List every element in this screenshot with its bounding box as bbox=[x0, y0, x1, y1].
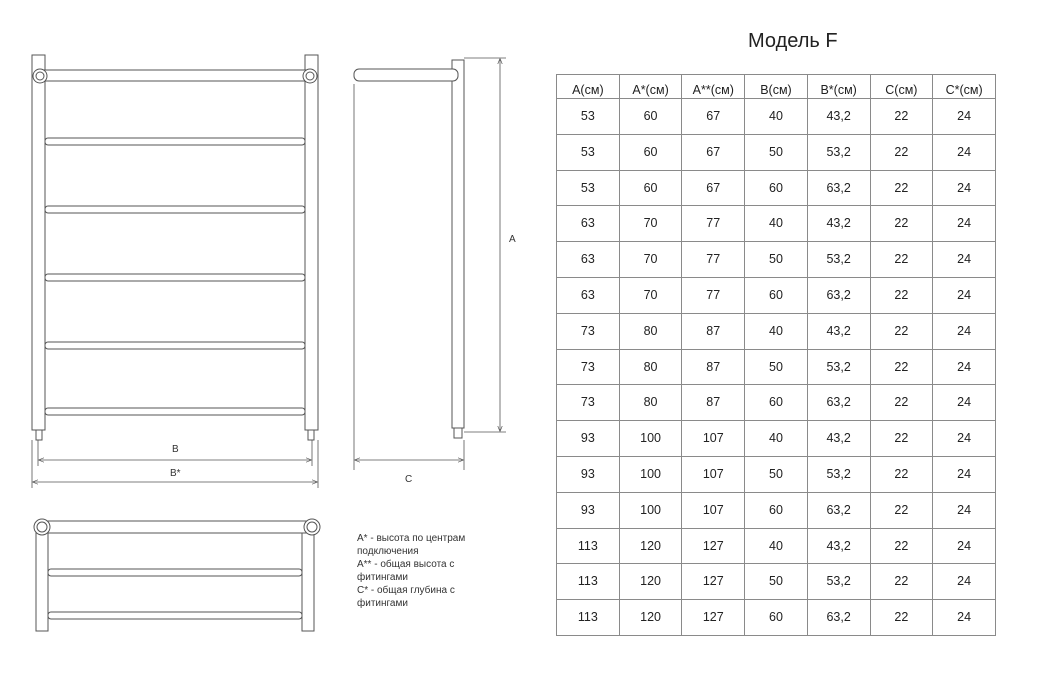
side-upright bbox=[452, 60, 464, 428]
table-cell: 60 bbox=[745, 600, 808, 636]
table-cell: 77 bbox=[682, 277, 745, 313]
table-cell: 53 bbox=[557, 99, 620, 135]
table-cell: 53,2 bbox=[807, 564, 870, 600]
column-header: B*(см) bbox=[807, 75, 870, 99]
table-cell: 22 bbox=[870, 277, 933, 313]
table-row bbox=[557, 600, 996, 636]
table-cell: 127 bbox=[682, 528, 745, 564]
table-cell: 70 bbox=[619, 206, 682, 242]
top-view-rung bbox=[48, 569, 302, 576]
table-cell: 73 bbox=[557, 385, 620, 421]
table-cell: 53,2 bbox=[807, 242, 870, 278]
left-upright bbox=[32, 55, 45, 430]
table-cell: 87 bbox=[682, 313, 745, 349]
top-view bbox=[34, 519, 320, 631]
table-cell: 22 bbox=[870, 170, 933, 206]
table-cell: 50 bbox=[745, 349, 808, 385]
table-cell: 24 bbox=[933, 528, 996, 564]
table-cell: 67 bbox=[682, 99, 745, 135]
table-cell: 60 bbox=[619, 170, 682, 206]
table-cell: 63,2 bbox=[807, 385, 870, 421]
table-cell: 93 bbox=[557, 456, 620, 492]
table-cell: 53,2 bbox=[807, 456, 870, 492]
rung bbox=[45, 408, 305, 415]
table-cell: 40 bbox=[745, 421, 808, 457]
table-cell: 127 bbox=[682, 600, 745, 636]
table-cell: 67 bbox=[682, 134, 745, 170]
table-cell: 24 bbox=[933, 421, 996, 457]
table-row bbox=[557, 242, 996, 278]
table-cell: 60 bbox=[745, 277, 808, 313]
table-cell: 24 bbox=[933, 385, 996, 421]
table-row bbox=[557, 206, 996, 242]
table-cell: 113 bbox=[557, 600, 620, 636]
note-a-star: A* - высота по центрам подключения bbox=[357, 533, 466, 557]
table-cell: 40 bbox=[745, 206, 808, 242]
column-header: C*(см) bbox=[933, 75, 996, 99]
table-cell: 22 bbox=[870, 564, 933, 600]
table-cell: 80 bbox=[619, 349, 682, 385]
table-cell: 73 bbox=[557, 349, 620, 385]
dimension-a bbox=[464, 58, 506, 432]
dimensions-table bbox=[556, 74, 996, 636]
table-cell: 50 bbox=[745, 564, 808, 600]
table-cell: 22 bbox=[870, 385, 933, 421]
table-cell: 22 bbox=[870, 600, 933, 636]
model-title: Модель F bbox=[748, 30, 838, 52]
column-header: C(см) bbox=[870, 75, 933, 99]
table-row bbox=[557, 134, 996, 170]
right-fitting bbox=[308, 430, 314, 440]
top-view-left-cap-inner bbox=[37, 522, 47, 532]
table-cell: 93 bbox=[557, 492, 620, 528]
table-cell: 53,2 bbox=[807, 349, 870, 385]
table-row bbox=[557, 313, 996, 349]
dimension-c-label: C bbox=[405, 474, 413, 485]
table-row bbox=[557, 492, 996, 528]
top-view-left-upright bbox=[36, 527, 48, 631]
table-cell: 43,2 bbox=[807, 99, 870, 135]
table-cell: 87 bbox=[682, 349, 745, 385]
table-cell: 120 bbox=[619, 564, 682, 600]
rung bbox=[45, 342, 305, 349]
side-top-bar bbox=[354, 69, 458, 81]
table-cell: 50 bbox=[745, 456, 808, 492]
table-cell: 60 bbox=[745, 492, 808, 528]
table-cell: 60 bbox=[745, 170, 808, 206]
table-cell: 100 bbox=[619, 492, 682, 528]
table-row bbox=[557, 349, 996, 385]
table-cell: 24 bbox=[933, 313, 996, 349]
table-cell: 24 bbox=[933, 99, 996, 135]
table-cell: 43,2 bbox=[807, 528, 870, 564]
rung bbox=[45, 274, 305, 281]
table-row bbox=[557, 170, 996, 206]
table-cell: 113 bbox=[557, 564, 620, 600]
table-cell: 53,2 bbox=[807, 134, 870, 170]
table-cell: 120 bbox=[619, 528, 682, 564]
dimension-b-star-label: B* bbox=[170, 468, 181, 479]
column-header: B(см) bbox=[745, 75, 808, 99]
top-bar bbox=[38, 70, 312, 81]
table-cell: 60 bbox=[745, 385, 808, 421]
table-cell: 70 bbox=[619, 277, 682, 313]
table-row bbox=[557, 385, 996, 421]
top-view-right-upright bbox=[302, 527, 314, 631]
table-cell: 107 bbox=[682, 456, 745, 492]
table-cell: 63,2 bbox=[807, 170, 870, 206]
table-cell: 24 bbox=[933, 206, 996, 242]
side-view bbox=[354, 60, 464, 438]
table-cell: 22 bbox=[870, 134, 933, 170]
table-row bbox=[557, 564, 996, 600]
table-cell: 22 bbox=[870, 349, 933, 385]
top-view-rung bbox=[48, 612, 302, 619]
dimension-a-label: A bbox=[509, 234, 516, 245]
table-cell: 93 bbox=[557, 421, 620, 457]
table-cell: 24 bbox=[933, 349, 996, 385]
table-cell: 73 bbox=[557, 313, 620, 349]
table-cell: 53 bbox=[557, 170, 620, 206]
table-cell: 63 bbox=[557, 206, 620, 242]
column-header: A(см) bbox=[557, 75, 620, 99]
table-cell: 80 bbox=[619, 313, 682, 349]
table-cell: 43,2 bbox=[807, 421, 870, 457]
left-end-cap-inner bbox=[36, 72, 44, 80]
table-cell: 127 bbox=[682, 564, 745, 600]
table-cell: 22 bbox=[870, 456, 933, 492]
table-cell: 40 bbox=[745, 99, 808, 135]
table-cell: 70 bbox=[619, 242, 682, 278]
table-cell: 24 bbox=[933, 170, 996, 206]
dimension-b-label: B bbox=[172, 444, 179, 455]
table-cell: 22 bbox=[870, 421, 933, 457]
table-cell: 22 bbox=[870, 528, 933, 564]
table-cell: 60 bbox=[619, 99, 682, 135]
top-view-top-bar bbox=[38, 521, 314, 533]
right-upright bbox=[305, 55, 318, 430]
table-cell: 43,2 bbox=[807, 313, 870, 349]
note-a-double-star: A** - общая высота с фитингами bbox=[357, 559, 455, 583]
column-header: A*(см) bbox=[619, 75, 682, 99]
table-header-row bbox=[557, 75, 996, 99]
table-cell: 50 bbox=[745, 242, 808, 278]
table-cell: 63,2 bbox=[807, 492, 870, 528]
table-row bbox=[557, 421, 996, 457]
table-cell: 40 bbox=[745, 313, 808, 349]
table-cell: 100 bbox=[619, 421, 682, 457]
left-fitting bbox=[36, 430, 42, 440]
table-cell: 24 bbox=[933, 134, 996, 170]
top-view-right-cap-inner bbox=[307, 522, 317, 532]
dimension-c bbox=[354, 84, 464, 470]
table-cell: 77 bbox=[682, 206, 745, 242]
table-cell: 63,2 bbox=[807, 277, 870, 313]
table-cell: 22 bbox=[870, 313, 933, 349]
table-row bbox=[557, 277, 996, 313]
table-cell: 24 bbox=[933, 564, 996, 600]
table-cell: 80 bbox=[619, 385, 682, 421]
table-cell: 24 bbox=[933, 492, 996, 528]
front-view bbox=[32, 55, 318, 440]
side-fitting bbox=[454, 428, 462, 438]
table-cell: 50 bbox=[745, 134, 808, 170]
right-end-cap-inner bbox=[306, 72, 314, 80]
table-cell: 87 bbox=[682, 385, 745, 421]
table-cell: 107 bbox=[682, 492, 745, 528]
table-row bbox=[557, 528, 996, 564]
table-cell: 63,2 bbox=[807, 600, 870, 636]
table-cell: 22 bbox=[870, 492, 933, 528]
notes bbox=[357, 532, 497, 610]
table-cell: 67 bbox=[682, 170, 745, 206]
table-cell: 40 bbox=[745, 528, 808, 564]
table-row bbox=[557, 99, 996, 135]
table-cell: 113 bbox=[557, 528, 620, 564]
table-body bbox=[557, 99, 996, 636]
table-cell: 120 bbox=[619, 600, 682, 636]
table-cell: 53 bbox=[557, 134, 620, 170]
table-cell: 63 bbox=[557, 242, 620, 278]
table-cell: 22 bbox=[870, 206, 933, 242]
note-c-star: C* - общая глубина с фитингами bbox=[357, 585, 455, 609]
table-cell: 22 bbox=[870, 242, 933, 278]
table-cell: 22 bbox=[870, 99, 933, 135]
table-cell: 100 bbox=[619, 456, 682, 492]
table-cell: 63 bbox=[557, 277, 620, 313]
table-cell: 60 bbox=[619, 134, 682, 170]
table-cell: 24 bbox=[933, 277, 996, 313]
table-row bbox=[557, 456, 996, 492]
rung bbox=[45, 138, 305, 145]
table-cell: 24 bbox=[933, 242, 996, 278]
table-cell: 24 bbox=[933, 600, 996, 636]
rung bbox=[45, 206, 305, 213]
table-cell: 43,2 bbox=[807, 206, 870, 242]
table-cell: 77 bbox=[682, 242, 745, 278]
table-cell: 24 bbox=[933, 456, 996, 492]
column-header: A**(см) bbox=[682, 75, 745, 99]
table-cell: 107 bbox=[682, 421, 745, 457]
